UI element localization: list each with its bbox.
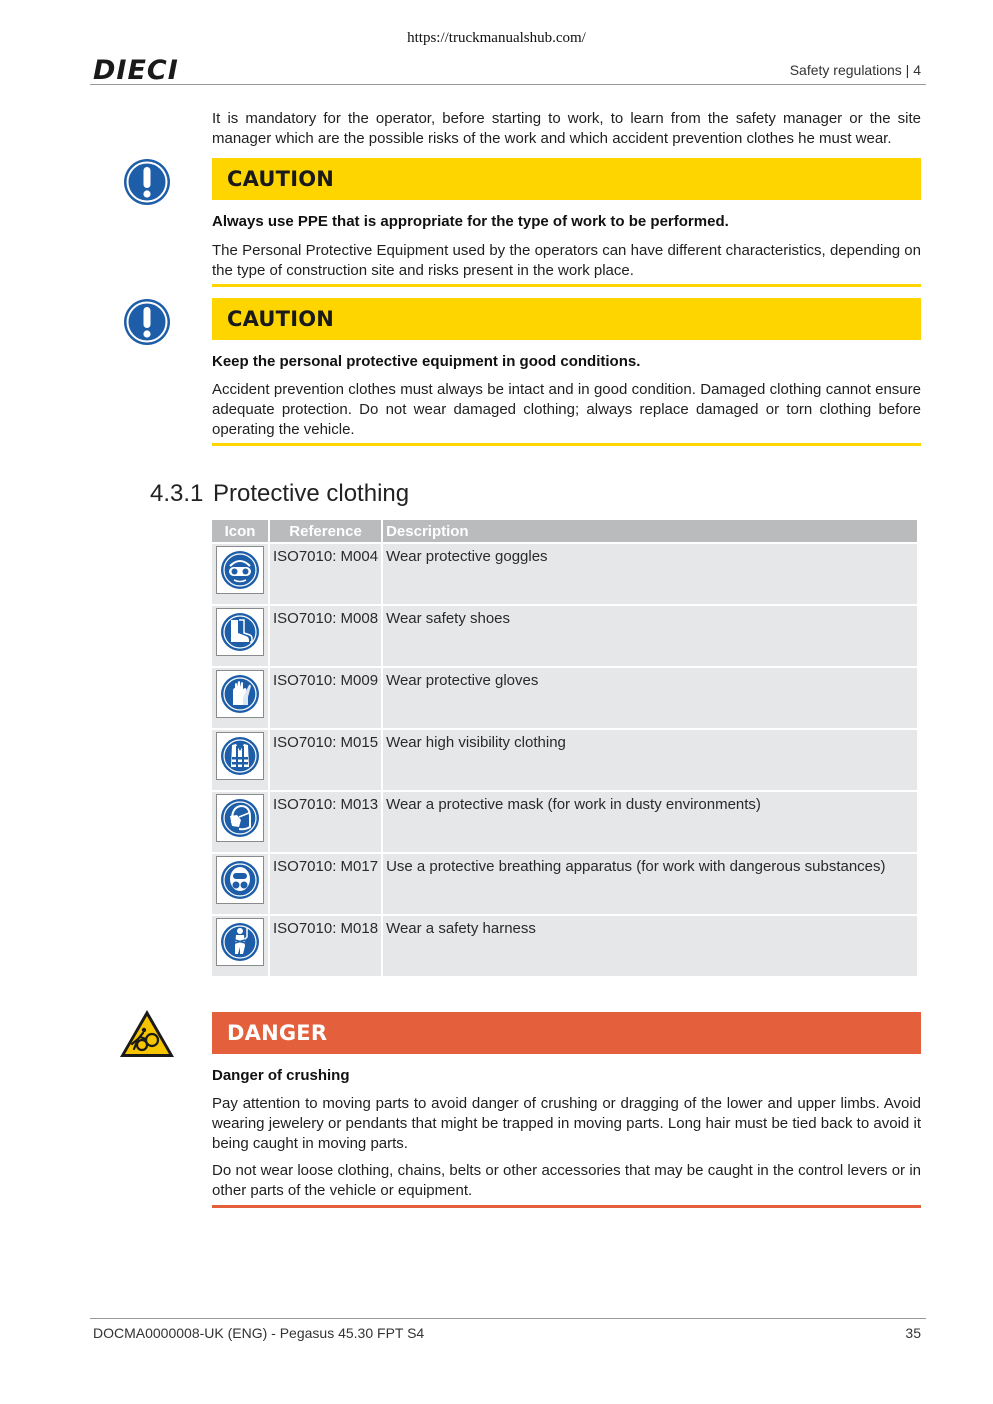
danger-label: DANGER	[227, 1021, 328, 1045]
danger-body-2: Do not wear loose clothing, chains, belts or other accessories that may be caught in the control levers or in other parts of the vehicle or equipment.	[212, 1162, 921, 1199]
table-row	[212, 668, 917, 728]
header-divider	[90, 84, 926, 85]
table-row	[212, 916, 917, 976]
caution-2-body: Accident prevention clothes must always be intact and in good condition. Damaged clothing cannot ensure adequate protection. Do not wear damaged clothing; always replace damaged or torn clothing before operating the vehicle.	[212, 381, 921, 438]
caution-banner-1	[212, 158, 921, 200]
logo-text: DIECI	[93, 56, 179, 82]
reference-cell: ISO7010: M017	[270, 854, 381, 914]
caution-1-end-rule	[212, 284, 921, 287]
caution-label: CAUTION	[227, 307, 335, 331]
gloves-icon	[216, 670, 264, 718]
caution-banner-2	[212, 298, 921, 340]
source-url: https://truckmanualshub.com/	[407, 30, 586, 46]
danger-heading: Danger of crushing	[212, 1067, 350, 1084]
description-cell: Wear safety shoes	[383, 606, 917, 666]
header-section-title: Safety regulations | 4	[789, 62, 921, 78]
high-visibility-vest-icon	[216, 732, 264, 780]
reference-cell: ISO7010: M009	[270, 668, 381, 728]
section-number: 4.3.1	[150, 480, 204, 507]
exclamation-icon	[123, 158, 171, 206]
footer-divider	[90, 1318, 926, 1319]
column-header-description: Description	[383, 520, 917, 542]
footer-page-number: 35	[905, 1325, 921, 1341]
column-header-reference: Reference	[270, 520, 381, 542]
section-title: Protective clothing	[213, 480, 410, 507]
footer-document-id: DOCMA0000008-UK (ENG) - Pegasus 45.30 FPT S4	[93, 1325, 425, 1341]
danger-end-rule	[212, 1205, 921, 1208]
reference-cell: ISO7010: M004	[270, 544, 381, 604]
goggles-icon	[216, 546, 264, 594]
description-cell: Wear protective gloves	[383, 668, 917, 728]
caution-2-end-rule	[212, 443, 921, 446]
safety-shoes-icon	[216, 608, 264, 656]
description-cell: Wear a protective mask (for work in dusty environments)	[383, 792, 917, 852]
ppe-table	[210, 518, 919, 978]
caution-1-body: The Personal Protective Equipment used by the operators can have different characteristics, depending on the type of construction site and risks present in the work place.	[212, 242, 921, 279]
table-row	[212, 792, 917, 852]
table-row	[212, 854, 917, 914]
reference-cell: ISO7010: M018	[270, 916, 381, 976]
column-header-icon: Icon	[212, 520, 268, 542]
description-cell: Wear a safety harness	[383, 916, 917, 976]
danger-body-1: Pay attention to moving parts to avoid danger of crushing or dragging of the lower and upper limbs. Avoid wearing jewelery or pendants that might be trapped in moving parts. Long hair must be tied back to avoid it being caught in moving parts.	[212, 1095, 921, 1152]
reference-cell: ISO7010: M008	[270, 606, 381, 666]
reference-cell: ISO7010: M013	[270, 792, 381, 852]
mask-icon	[216, 794, 264, 842]
caution-1-heading: Always use PPE that is appropriate for the type of work to be performed.	[212, 213, 729, 230]
danger-banner	[212, 1012, 921, 1054]
table-row	[212, 544, 917, 604]
table-row	[212, 606, 917, 666]
caution-2-heading: Keep the personal protective equipment in good conditions.	[212, 353, 641, 370]
table-row	[212, 730, 917, 790]
exclamation-icon	[123, 298, 171, 346]
table-header-row	[212, 520, 917, 542]
dieci-logo	[93, 56, 199, 82]
crushing-hazard-icon	[118, 1008, 176, 1060]
description-cell: Wear high visibility clothing	[383, 730, 917, 790]
safety-harness-icon	[216, 918, 264, 966]
caution-label: CAUTION	[227, 167, 335, 191]
description-cell: Wear protective goggles	[383, 544, 917, 604]
intro-paragraph: It is mandatory for the operator, before starting to work, to learn from the safety manager or the site manager which are the possible risks of the work and which accident prevention clothes he must wear.	[212, 110, 921, 147]
breathing-apparatus-icon	[216, 856, 264, 904]
reference-cell: ISO7010: M015	[270, 730, 381, 790]
description-cell: Use a protective breathing apparatus (for work with dangerous substances)	[383, 854, 917, 914]
